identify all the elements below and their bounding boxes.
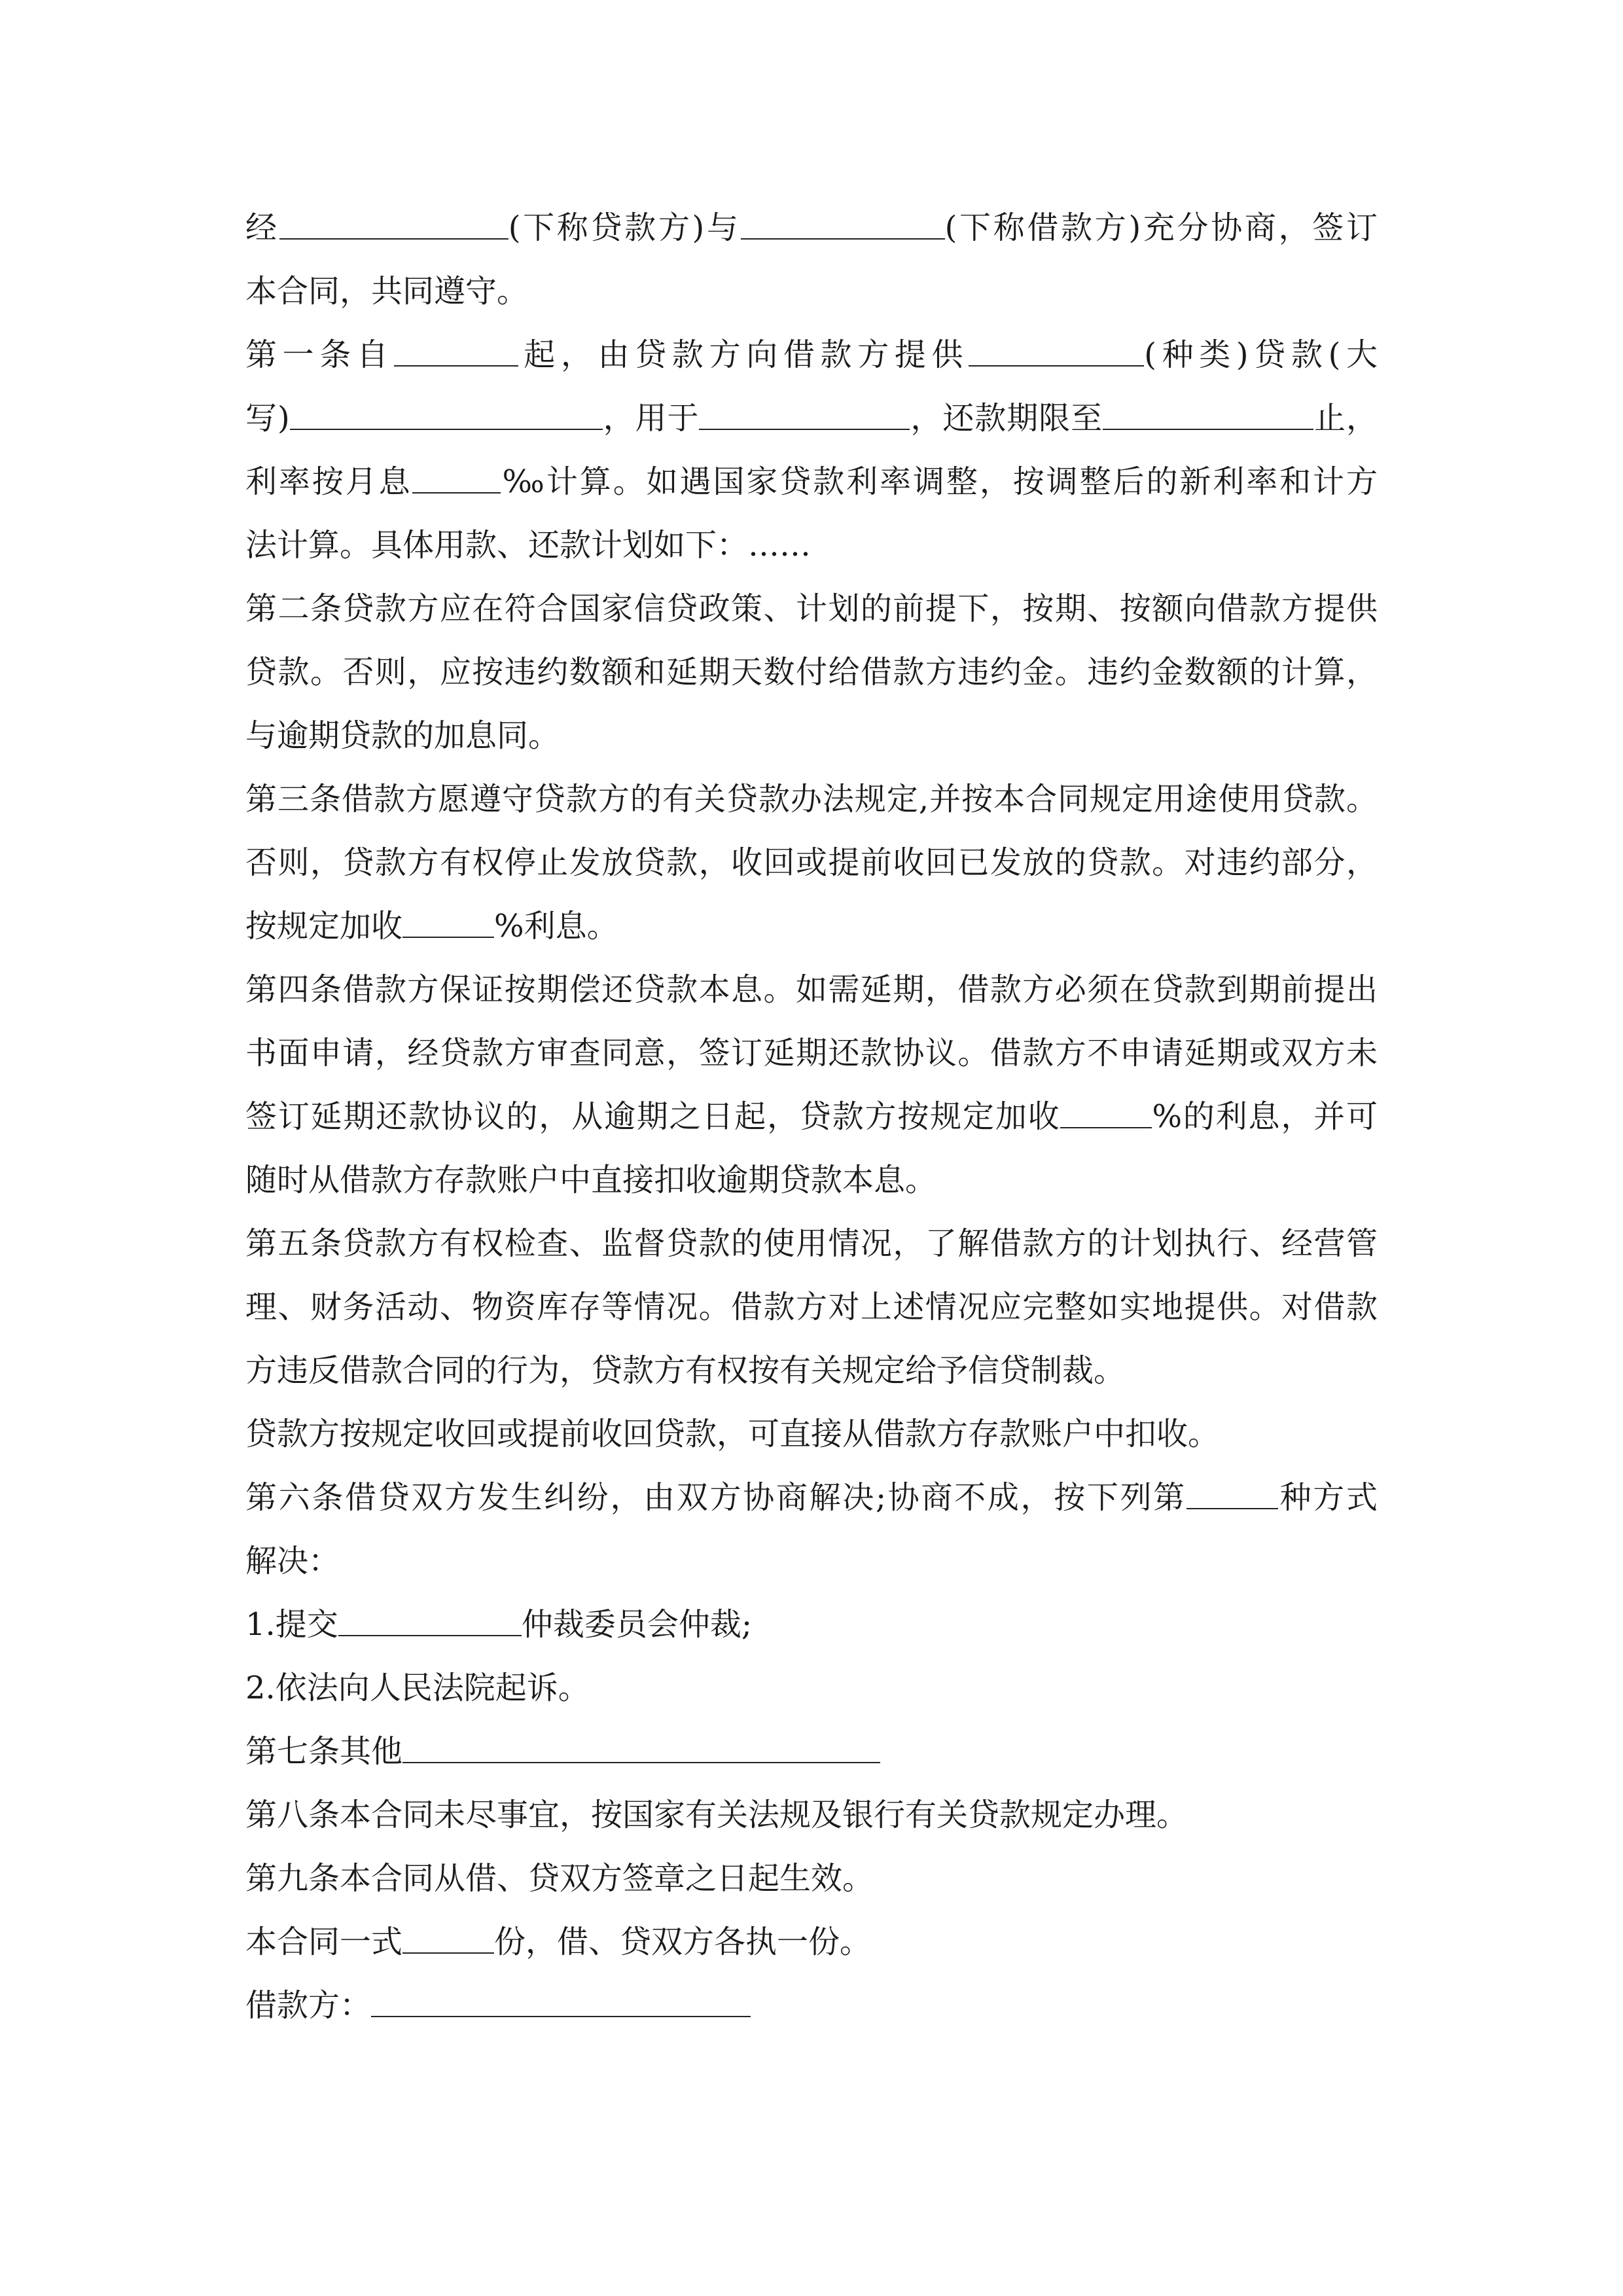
article-5-line-4: 贷款方按规定收回或提前收回贷款，可直接从借款方存款账户中扣收。 [245,1416,1220,1452]
article-3-line-1: 第三条借款方愿遵守贷款方的有关贷款办法规定,并按本合同规定用途使用贷款。 [245,781,1378,817]
penalty-rate-blank [402,900,494,938]
lender-name-blank [279,202,508,240]
article-2-line-1: 第二条贷款方应在符合国家信贷政策、计划的前提下，按期、按额向借款方提供 [245,590,1378,627]
article-1-line-3: 利率按月息 ‰计算。如遇国家贷款利率调整，按调整后的新利率和计方 [245,456,1378,508]
other-terms-blank [402,1725,880,1763]
borrower-signature-blank [371,1979,751,2017]
copies-count-blank [402,1916,494,1954]
article-7: 第七条其他 [245,1725,880,1778]
article-2-line-2: 贷款。否则，应按违约数额和延期天数付给借款方违约金。违约金数额的计算， [245,654,1378,691]
article-8: 第八条本合同未尽事宜，按国家有关法规及银行有关贷款规定办理。 [245,1797,1188,1833]
article-3-line-2: 否则，贷款方有权停止发放贷款，收回或提前收回已发放的贷款。对违约部分， [245,844,1378,881]
monthly-rate-blank [412,456,501,493]
article-4-line-4: 随时从借款方存款账户中直接扣收逾期贷款本息。 [245,1162,937,1198]
article-6-option-1: 1.提交 仲裁委员会仲裁; [245,1598,752,1651]
preamble-line-2: 本合同，共同遵守。 [245,273,529,310]
article-4-line-2: 书面申请，经贷款方审查同意，签订延期还款协议。借款方不申请延期或双方未 [245,1035,1378,1071]
article-3-line-3: 按规定加收 %利息。 [245,900,618,952]
borrower-name-blank [741,202,945,240]
article-5-line-2: 理、财务活动、物资库存等情况。借款方对上述情况应完整如实地提供。对借款 [245,1289,1378,1325]
preamble-line-1: 经 (下称贷款方)与 (下称借款方)充分协商，签订 [245,202,1378,254]
article-6-line-1: 第六条借贷双方发生纠纷，由双方协商解决;协商不成，按下列第 种方式 [245,1471,1378,1524]
overdue-rate-blank [1060,1090,1152,1128]
article-5-line-1: 第五条贷款方有权检查、监督贷款的使用情况，了解借款方的计划执行、经营管 [245,1225,1378,1262]
purpose-blank [699,392,910,430]
article-1-line-2: 写) ，用于 ，还款期限至 止， [245,392,1378,444]
article-2-line-3: 与逾期贷款的加息同。 [245,717,560,754]
amount-blank [290,392,603,430]
borrower-signature-line: 借款方： [245,1979,751,2032]
repayment-deadline-blank [1103,392,1313,430]
start-date-blank [394,329,518,367]
dispute-method-blank [1186,1471,1278,1509]
article-1-line-4: 法计算。具体用款、还款计划如下：…… [245,527,812,564]
article-1-line-1: 第一条自 起，由贷款方向借款方提供 (种类)贷款(大 [245,329,1378,381]
copies-clause: 本合同一式 份，借、贷双方各执一份。 [245,1916,871,1968]
article-9: 第九条本合同从借、贷双方签章之日起生效。 [245,1860,874,1897]
article-4-line-1: 第四条借款方保证按期偿还贷款本息。如需延期，借款方必须在贷款到期前提出 [245,971,1378,1008]
arbitration-committee-blank [338,1598,522,1636]
article-5-line-3: 方违反借款合同的行为，贷款方有权按有关规定给予信贷制裁。 [245,1352,1126,1389]
loan-type-blank [969,329,1144,367]
article-6-option-2: 2.依法向人民法院起诉。 [245,1670,590,1706]
article-4-line-3: 签订延期还款协议的，从逾期之日起，贷款方按规定加收 %的利息，并可 [245,1090,1378,1143]
article-6-line-2: 解决： [245,1543,340,1579]
